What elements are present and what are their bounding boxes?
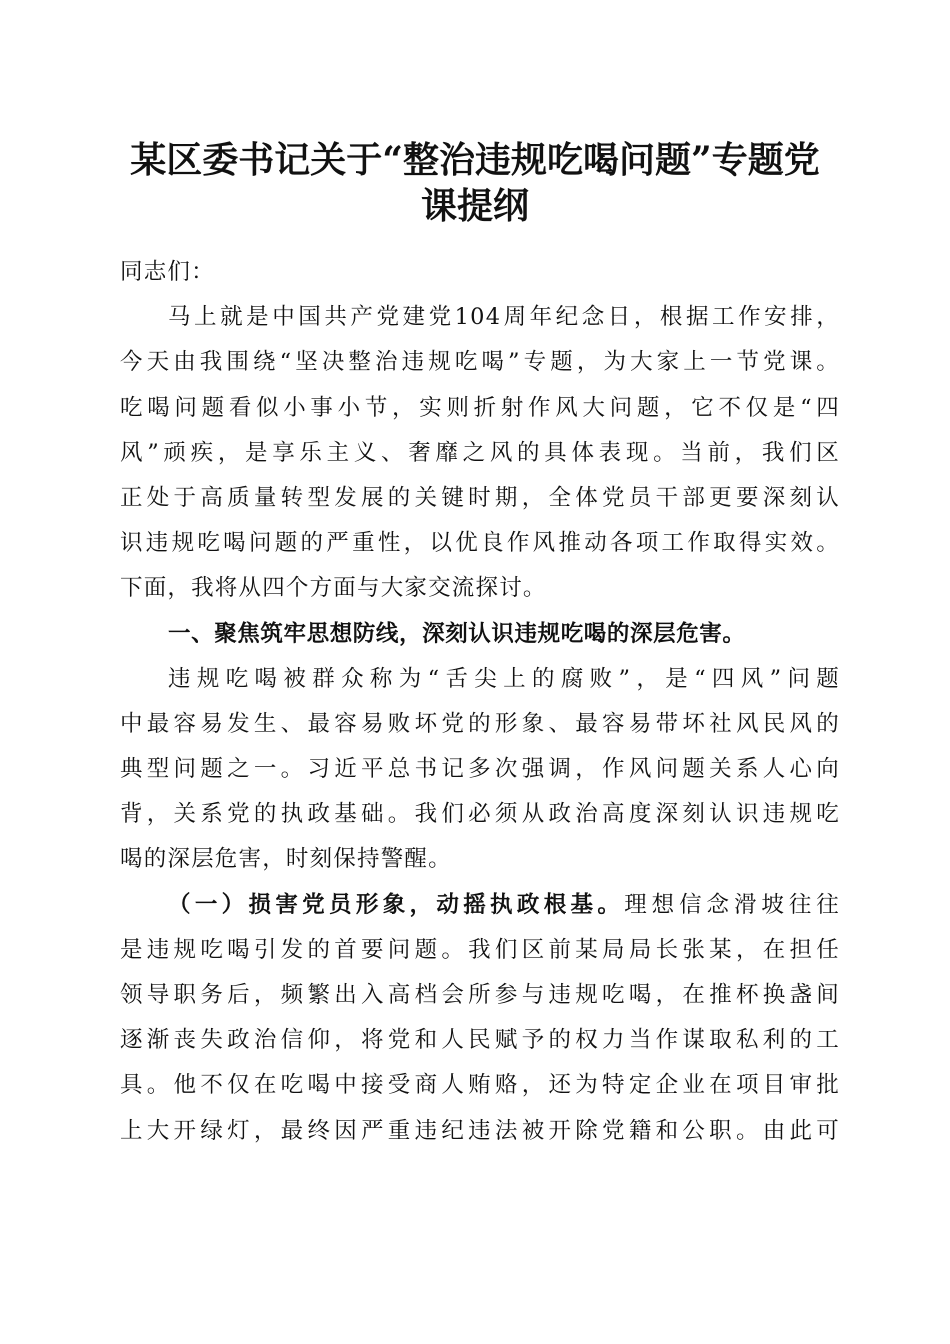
paragraph-3-line: 理想信念滑坡往往 (624, 891, 840, 918)
paragraph-2-line: 喝的深层危害，时刻保持警醒。 (120, 846, 452, 873)
paragraph-1-line: 识违规吃喝问题的严重性，以优良作风推动各项工作取得实效。 (120, 530, 840, 557)
paragraph-1-line: 风”顽疾，是享乐主义、奢靡之风的具体表现。当前，我们区 (120, 439, 840, 466)
paragraph-3-line: 是违规吃喝引发的首要问题。我们区前某局局长张某，在担任 (120, 936, 840, 963)
document-title-line-1: 某区委书记关于“整治违规吃喝问题”专题党 (130, 139, 820, 181)
paragraph-2-line: 违规吃喝被群众称为“舌尖上的腐败”，是“四风”问题 (168, 665, 840, 692)
salutation: 同志们： (120, 259, 215, 285)
paragraph-2-line: 典型问题之一。习近平总书记多次强调，作风问题关系人心向 (120, 756, 840, 783)
subheading-1: （一）损害党员形象，动摇执政根基。 (168, 891, 625, 918)
paragraph-2-line: 背，关系党的执政基础。我们必须从政治高度深刻认识违规吃 (120, 801, 840, 828)
section-heading-1: 一、聚焦筑牢思想防线，深刻认识违规吃喝的深层危害。 (168, 620, 746, 647)
paragraph-3-line: 逐渐丧失政治信仰，将党和人民赋予的权力当作谋取私利的工 (120, 1027, 840, 1054)
document-title-line-2: 课提纲 (420, 185, 529, 227)
paragraph-2-line: 中最容易发生、最容易败坏党的形象、最容易带坏社风民风的 (120, 710, 840, 737)
document-body (120, 250, 840, 1154)
paragraph-3-line: 上大开绿灯，最终因严重违纪违法被开除党籍和公职。由此可 (120, 1117, 840, 1144)
paragraph-3-line: 具。他不仅在吃喝中接受商人贿赂，还为特定企业在项目审批 (120, 1072, 840, 1099)
paragraph-1-line: 今天由我围绕“坚决整治违规吃喝”专题，为大家上一节党课。 (120, 349, 840, 376)
paragraph-1-line: 正处于高质量转型发展的关键时期，全体党员干部更要深刻认 (120, 484, 840, 511)
paragraph-1-line: 吃喝问题看似小事小节，实则折射作风大问题，它不仅是“四 (120, 394, 840, 421)
paragraph-1-line: 下面，我将从四个方面与大家交流探讨。 (120, 575, 547, 602)
paragraph-3-line: 领导职务后，频繁出入高档会所参与违规吃喝，在推杯换盏间 (120, 982, 840, 1008)
paragraph-1-line: 马上就是中国共产党建党104周年纪念日，根据工作安排， (168, 304, 840, 331)
paragraph-3-first-line (120, 883, 840, 928)
